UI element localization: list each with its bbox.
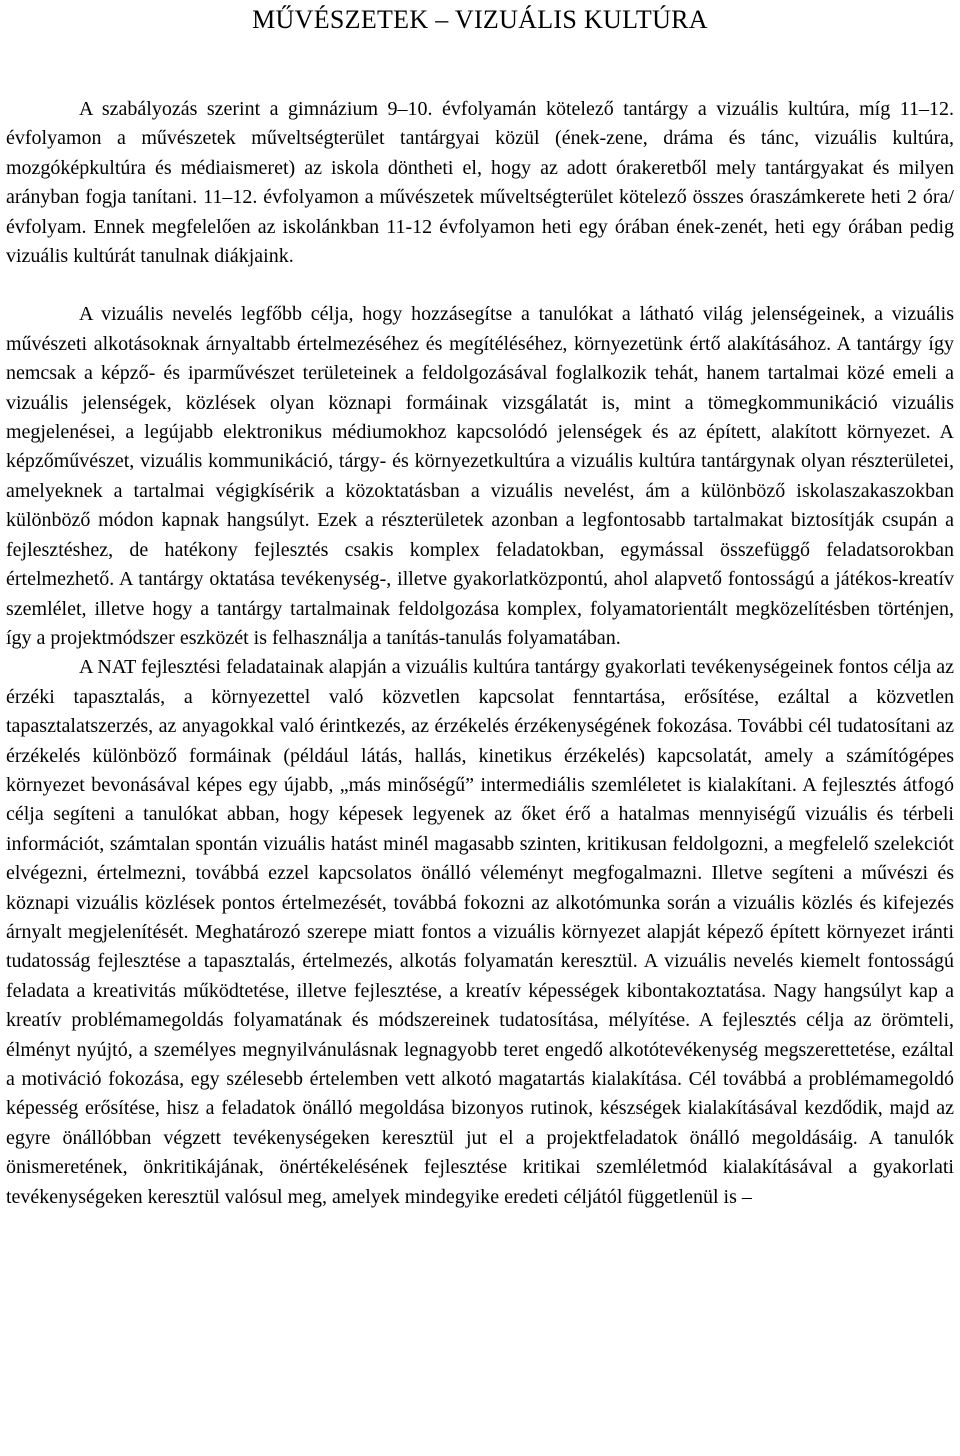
paragraph-curriculum-rules: A szabályozás szerint a gimnázium 9–10. évfolyamán kötelező tantárgy a vizuális kultúra, míg 11–12. évfolyamon a művészetek műveltségterület tantárgyai közül (ének-zene, dráma és tánc, vizuális kultúra, mozgóképkultúra és médiaismeret) az iskola döntheti el, hogy az adott órakeretből mely tantárgyakat és milyen arányban fogja tanítani. 11–12. évfolyamon a művészetek műveltségterület kötelező összes óraszámkerete heti 2 óra/évfolyam. Ennek megfelelően az iskolánkban 11-12 évfolyamon heti egy órában ének-zenét, heti egy órában pedig vizuális kultúrát tanulnak diákjaink.	[6, 98, 954, 268]
document-page	[6, 0, 954, 1456]
document-title: MŰVÉSZETEK – VIZUÁLIS KULTÚRA	[252, 5, 708, 34]
paragraph-nat-development-tasks: A NAT fejlesztési feladatainak alapján a vizuális kultúra tantárgy gyakorlati tevékenységeinek fontos célja az érzéki tapasztalás, a környezettel való közvetlen kapcsolat fenntartása, erősítése, ezáltal a közvetlen tapasztalatszerzés, az anyagokkal való érintkezés, az érzékelés érzékenységének fokozása. További cél tudatosítani az érzékelés különböző formáinak (például látás, hallás, kinetikus érzékelés) kapcsolatát, amely a számítógépes környezet bevonásával képes egy újabb, „más minőségű” intermediális szemléletet is kialakítani. A fejlesztés átfogó célja segíteni a tanulókat abban, hogy képesek legyenek az őket érő a hatalmas mennyiségű vizuális és térbeli információt, számtalan spontán vizuális hatást minél magasabb szinten, kritikusan feldolgozni, a megfelelő szelekciót elvégezni, értelmezni, továbbá ezzel kapcsolatos önálló véleményt megfogalmazni. Illetve segíteni a művészi és köznapi vizuális közlések pontos értelmezését, továbbá fokozni az alkotómunka során a vizuális közlés és kifejezés árnyalt megjelenítését. Meghatározó szerepe miatt fontos a vizuális környezet alapját képező épített környezet iránti tudatosság fejlesztése a tapasztalás, értelmezés, alkotás folyamatán keresztül. A vizuális nevelés kiemelt fontosságú feladata a kreativitás működtetése, illetve fejlesztése, a kreatív képességek kibontakoztatása. Nagy hangsúlyt kap a kreatív problémamegoldás folyamatának és módszereinek tudatosítása, mélyítése. A fejlesztés célja az örömteli, élményt nyújtó, a személyes megnyilvánulásnak legnagyobb teret engedő alkotótevékenység megszerettetése, ezáltal a motiváció fokozása, egy szélesebb értelemben vett alkotó magatartás kialakítása. Cél továbbá a problémamegoldó képesség erősítése, hisz a feladatok önálló megoldása bizonyos rutinok, készségek kialakításával kezdődik, majd az egyre önállóbban végzett tevékenységeken keresztül jut el a projektfeladatok önálló megoldásáig. A tanulók önismeretének, önkritikájának, önértékelésének fejlesztése kritikai szemléletmód kialakításával a gyakorlati tevékenységeken keresztül valósul meg, amelyek mindegyike eredeti céljától függetlenül is –	[6, 656, 954, 1208]
paragraph-visual-education-goal: A vizuális nevelés legfőbb célja, hogy hozzásegítse a tanulókat a látható világ jelenségeinek, a vizuális művészeti alkotásoknak árnyaltabb értelmezéséhez és megítéléséhez, környezetünk értő alakításához. A tantárgy így nemcsak a képző- és iparművészet területeinek a feldolgozásával foglalkozik tehát, hanem tartalmai közé emeli a vizuális jelenségek, közlések olyan köznapi formáinak vizsgálatát is, mint a tömegkommunikáció vizuális megjelenései, a legújabb elektronikus médiumokhoz kapcsolódó jelenségek és az épített, alakított környezet. A képzőművészet, vizuális kommunikáció, tárgy- és környezetkultúra a vizuális kultúra tantárgynak olyan részterületei, amelyeknek a tartalmai végigkísérik a közoktatásban a vizuális nevelést, ám a különböző iskolaszakaszokban különböző módon kapnak hangsúlyt. Ezek a részterületek azonban a legfontosabb tartalmakat biztosítják csupán a fejlesztéshez, de hatékony fejlesztés csakis komplex feladatokban, egymással összefüggő feladatsorokban értelmezhető. A tantárgy oktatása tevékenység-, illetve gyakorlatközpontú, ahol alapvető fontosságú a játékos-kreatív szemlélet, illetve hogy a tantárgy tartalmainak feldolgozása komplex, folyamatorientált megközelítésben történjen, így a projektmódszer eszközét is felhasználja a tanítás-tanulás folyamatában.	[6, 303, 954, 649]
